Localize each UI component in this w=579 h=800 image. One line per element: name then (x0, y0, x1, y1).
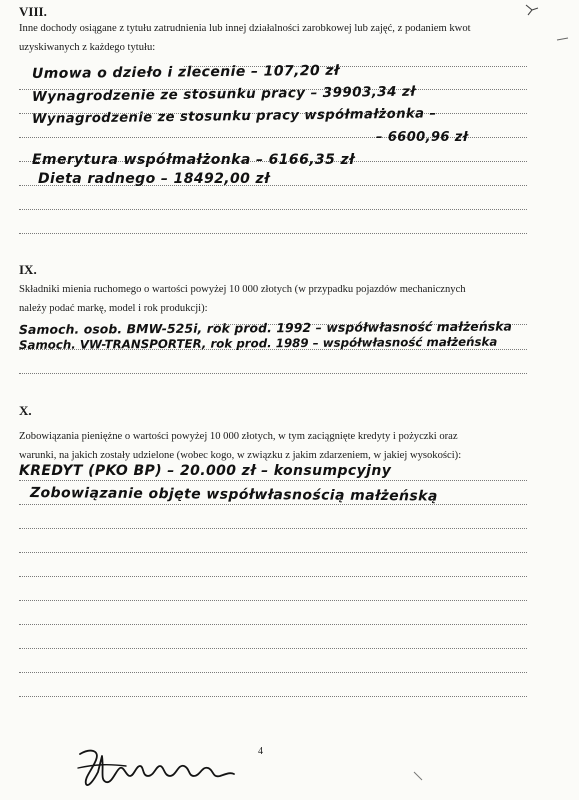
section-ix-instructions-line-2: należy podać markę, model i rok produkcji): (19, 303, 208, 314)
dotted-line (19, 600, 527, 601)
handwritten-income-entry-3-amount: – 6600,96 zł (376, 130, 469, 145)
handwritten-income-entry-4: Emerytura współmałżonka – 6166,35 zł (32, 152, 355, 168)
handwritten-liability-entry-1: KREDYT (PKO BP) – 20.000 zł – konsumpcyjny (19, 463, 392, 479)
dotted-line (19, 696, 527, 697)
dotted-line (19, 552, 527, 553)
handwritten-vehicle-entry-1: Samoch. osob. BMW-525i, rok prod. 1992 – współwłasność małżeńska (18, 318, 513, 337)
dotted-line (19, 576, 527, 577)
dotted-line (19, 648, 527, 649)
handwritten-signature (76, 744, 236, 790)
dotted-line (19, 480, 527, 481)
section-ix-instructions-line-1: Składniki mienia ruchomego o wartości powyżej 10 000 złotych (w przypadku pojazdów mechanicznych (19, 284, 466, 295)
dotted-line (19, 672, 527, 673)
dotted-line (19, 209, 527, 210)
dotted-line (19, 233, 527, 234)
dotted-line (19, 624, 527, 625)
dotted-line (19, 504, 527, 505)
section-ix-heading: IX. (19, 262, 37, 277)
section-viii-heading: VIII. (19, 4, 47, 19)
section-x-heading: X. (19, 403, 32, 418)
dotted-line (19, 373, 527, 374)
page-number: 4 (258, 746, 263, 757)
handwritten-income-entry-2: Wynagrodzenie ze stosunku pracy – 39903,34 zł (31, 83, 416, 105)
handwritten-income-entry-3: Wynagrodzenie ze stosunku pracy współmałżonka – (31, 106, 437, 127)
handwritten-vehicle-entry-2: Samoch. VW-TRANSPORTER, rok prod. 1989 – współwłasność małżeńska (18, 334, 498, 352)
handwritten-income-entry-5: Dieta radnego – 18492,00 zł (38, 171, 270, 187)
section-viii-instructions-line-2: uzyskiwanych z każdego tytułu: (19, 42, 156, 53)
corner-scan-mark-icon (524, 2, 540, 18)
section-x-instructions-line-2: warunki, na jakich zostały udzielone (wobec kogo, w związku z jakim zdarzeniem, w jakiej wysokości): (19, 450, 462, 461)
corner-scan-mark-icon (412, 770, 424, 782)
handwritten-income-entry-1: Umowa o dzieło i zlecenie – 107,20 zł (31, 62, 340, 82)
handwritten-liability-entry-2: Zobowiązanie objęte współwłasnością małżeńską (29, 485, 438, 505)
section-x-instructions-line-1: Zobowiązania pieniężne o wartości powyżej 10 000 złotych, w tym zaciągnięte kredyty i pożyczki oraz (19, 431, 458, 442)
section-viii-instructions-line-1: Inne dochody osiągane z tytułu zatrudnienia lub innej działalności zarobkowej lub zajęć, z podaniem kwot (19, 23, 471, 34)
dotted-line (19, 528, 527, 529)
corner-scan-mark-icon (556, 36, 570, 46)
